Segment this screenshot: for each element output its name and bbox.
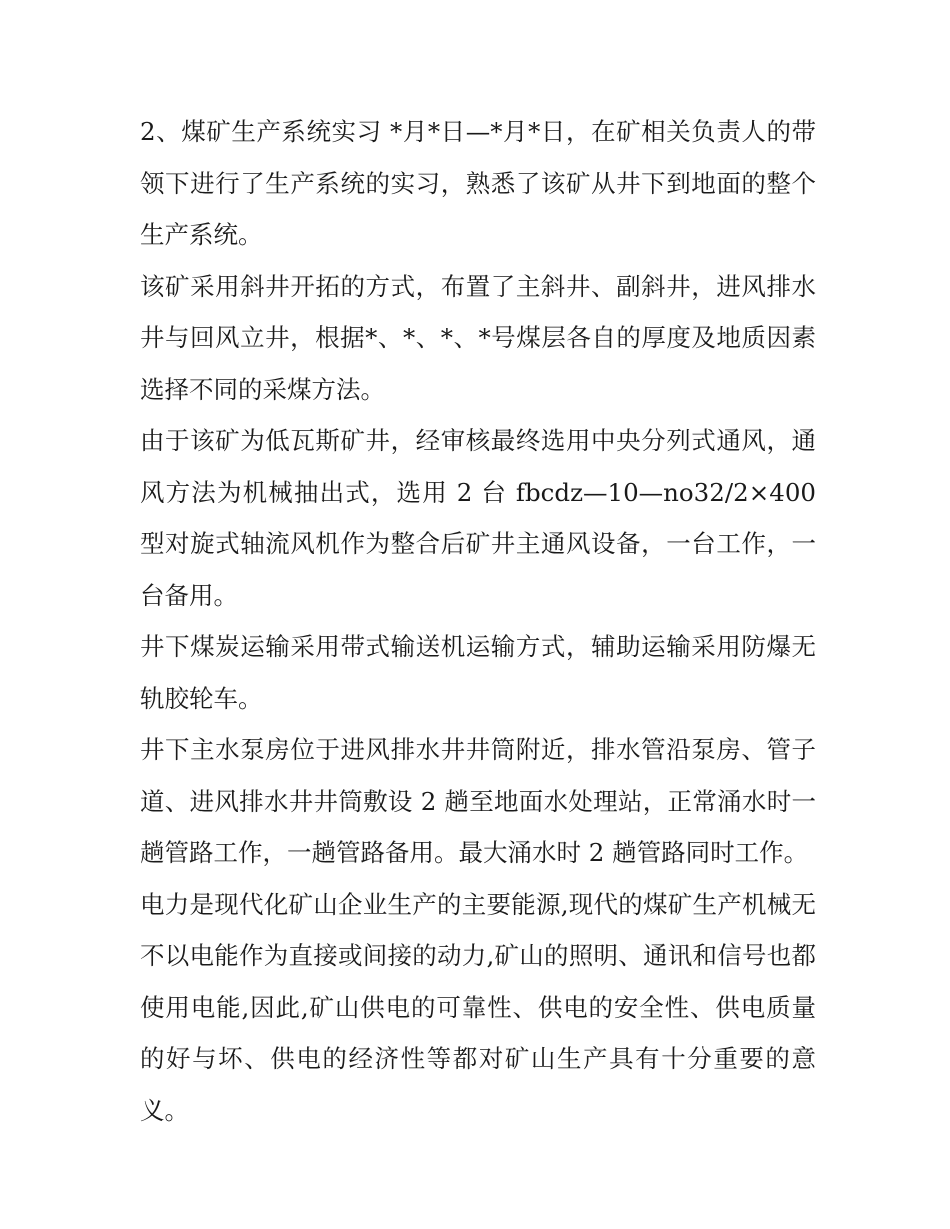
paragraph-inclined-shaft-development: 该矿采用斜井开拓的方式，布置了主斜井、副斜井，进风排水井与回风立井，根据*、*、*、*号煤层各自的厚度及地质因素选择不同的采煤方法。 — [140, 271, 816, 404]
paragraph-drainage: 井下主水泵房位于进风排水井井筒附近，排水管沿泵房、管子道、进风排水井井筒敷设 2 趟至地面水处理站，正常涌水时一趟管路工作，一趟管路备用。最大涌水时 2 趟管路同时工作。 — [140, 735, 816, 867]
document-body — [140, 106, 816, 1136]
paragraph-ventilation: 由于该矿为低瓦斯矿井，经审核最终选用中央分列式通风，通风方法为机械抽出式，选用 2 台 fbcdz—10—no32/2×400 型对旋式轴流风机作为整合后矿井主通风设备，一台工作，一台备用。 — [140, 426, 816, 610]
paragraph-power-supply: 电力是现代化矿山企业生产的主要能源,现代的煤矿生产机械无不以电能作为直接或间接的动力,矿山的照明、通讯和信号也都使用电能,因此,矿山供电的可靠性、供电的安全性、供电质量的好与坏、供电的经济性等都对矿山生产具有十分重要的意义。 — [140, 889, 816, 1125]
paragraph-coal-transport: 井下煤炭运输采用带式输送机运输方式，辅助运输采用防爆无轨胶轮车。 — [140, 632, 816, 713]
paragraph-production-system-internship: 2、煤矿生产系统实习 *月*日—*月*日，在矿相关负责人的带领下进行了生产系统的实习，熟悉了该矿从井下到地面的整个生产系统。 — [140, 117, 816, 249]
